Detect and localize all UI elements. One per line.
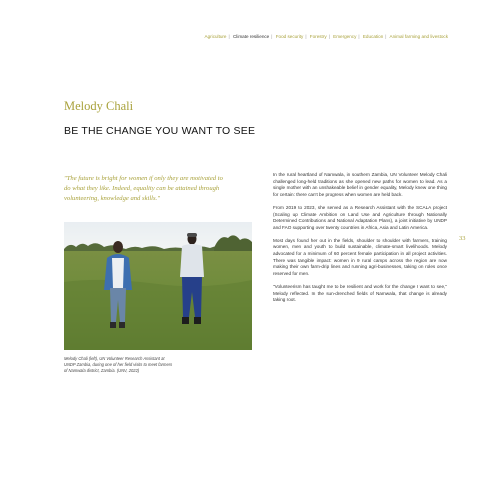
page-number: 33 <box>459 235 466 242</box>
caption-line: of Namwala district, Zambia. (UNV, 2022) <box>64 368 140 373</box>
body-paragraph: Most days found her out in the fields, shoulder to shoulder with farmers, training women, men and youth to build sustainable, climate-smart livelihoods. Melody advocated for a minimum of 60 percent female participation in all project activities. There was tangible impact: women in 9 rural camps across the region are now making their own farm-drip lines and running agri-businesses, taking on roles once reserved for men. <box>273 237 447 277</box>
body-paragraph: From 2019 to 2023, she served as a Research Assistant with the SCALA project (Scaling up Climate Ambition on Land Use and Agriculture through Nationally Determined Contributions and National Adaptation Plans), a joint initiative by UNDP and FAO supporting over twenty countries in Africa, Asia and Latin America. <box>273 204 447 230</box>
photo-caption <box>64 356 224 374</box>
nav-item-food-security[interactable]: Food security <box>275 34 304 39</box>
quote-line: volunteering, knowledge and skills." <box>64 195 160 202</box>
caption-line: UNDP Zambia, during one of her field visits to meet farmers <box>64 362 173 367</box>
pull-quote <box>64 174 260 204</box>
nav-item-climate-resilience[interactable]: Climate resilience <box>232 34 270 39</box>
nav-item-emergency[interactable]: Emergency <box>333 34 357 39</box>
field-visit-photo <box>64 222 252 350</box>
section-heading: BE THE CHANGE YOU WANT TO SEE <box>64 125 256 137</box>
quote-line: "The future is bright for women if only they are motivated to <box>64 175 223 182</box>
body-paragraph: "Volunteerism has taught me to be resilient and work for the change I want to see," Melody reflected. In the sun-drenched fields of Namwala, that change is already taking root. <box>273 283 447 303</box>
nav-item-animal-farming[interactable]: Animal farming and livestock <box>389 34 448 39</box>
quote-line: do what they like. Indeed, equality can be attained through <box>64 185 220 192</box>
profile-name: Melody Chali <box>64 99 134 113</box>
photo-illustration <box>64 222 252 350</box>
caption-line: Melody Chali (left), UN Volunteer Research Assistant at <box>64 356 165 361</box>
nav-item-education[interactable]: Education <box>362 34 384 39</box>
nav-item-agriculture[interactable]: Agriculture <box>204 34 227 39</box>
body-paragraph: In the rural heartland of Namwala, in southern Zambia, UN Volunteer Melody Chali challenged long-held traditions as she opened new paths for women to lead. As a single mother with an unshakeable belief in gender equality, Melody knew one thing for certain: there can't be progress when women are held back. <box>273 172 447 198</box>
body-text <box>273 172 447 310</box>
nav-item-forestry[interactable]: Forestry <box>309 34 327 39</box>
topic-nav: Agriculture | Climate resilience | Food security | Forestry | Emergency | Education | Animal farming and livestock <box>204 34 448 39</box>
